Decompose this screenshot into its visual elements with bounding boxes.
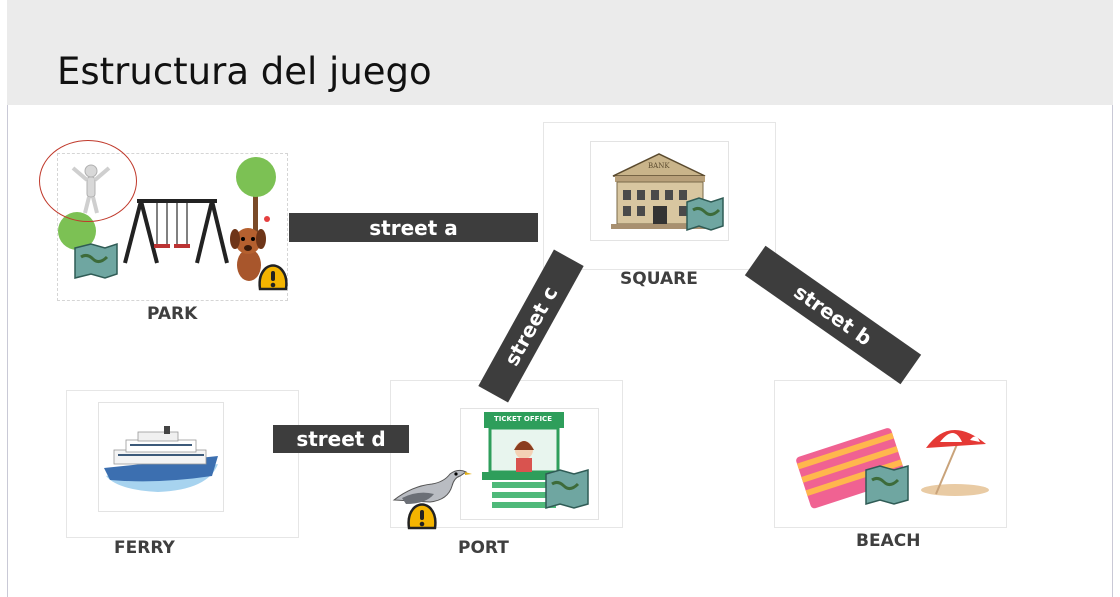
- square-label: SQUARE: [620, 269, 698, 289]
- street-c[interactable]: street c: [478, 250, 583, 403]
- port-label: PORT: [458, 538, 509, 558]
- warning-icon: [256, 261, 290, 293]
- ferry-label: FERRY: [114, 538, 175, 558]
- street-b[interactable]: street b: [745, 246, 921, 384]
- page-title: Estructura del juego: [57, 50, 432, 93]
- bank-sign: BANK: [648, 162, 670, 170]
- park-label: PARK: [147, 304, 198, 324]
- beach-label: BEACH: [856, 531, 921, 551]
- ticket-office-sign: TICKET OFFICE: [494, 415, 552, 423]
- park-highlight-circle: [39, 140, 137, 222]
- left-border: [7, 105, 8, 597]
- street-a[interactable]: street a: [289, 213, 538, 242]
- bank-building-icon: [607, 150, 737, 240]
- right-border: [1112, 105, 1113, 597]
- ferry-ship-icon: [98, 420, 222, 500]
- street-d[interactable]: street d: [273, 425, 409, 453]
- beach-illustration: [790, 418, 1000, 518]
- ticket-office-icon: [480, 410, 600, 520]
- warning-icon: [405, 500, 439, 532]
